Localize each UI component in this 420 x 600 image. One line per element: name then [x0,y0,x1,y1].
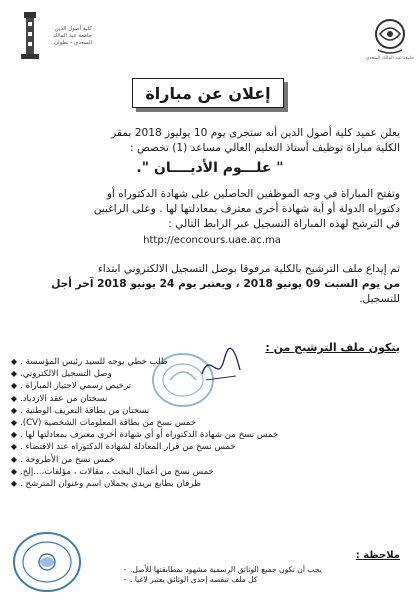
university-name-logo-text: جامعة عبد المالك السعدي [365,56,415,61]
handwritten-signature-icon [196,340,246,390]
eligibility-line-3: في الترشح لهذه المباراة التسجيل عبر الرابط التالي : [168,218,400,230]
deposit-paragraph [20,262,400,307]
university-logo-icon [372,16,408,56]
requirement-item-text: خمس نسخ من قرار المعادلة لشهادة الدكتوراه عند الاقتضاء . [20,442,236,453]
notes-list [120,565,404,585]
bullet-icon: ◆ [10,369,18,379]
requirement-item [8,466,388,478]
requirements-title: يتكون ملف الترشيح من : [265,341,400,354]
note-item [120,575,404,585]
intro-line-1: يعلن عميد كلية أصول الدين أنه ستجرى يوم 10 يوليوز 2018 بمقر [111,127,400,139]
requirement-item-text: خمس نسخ من شهادة الدكتوراه أو أي شهادة أخرى معترف بمعادلتها لها . [20,430,279,441]
requirement-item-text: خمس نسخ من بطاقة المعلومات الشخصية (CV). [20,418,197,429]
registration-link[interactable]: http://econcours.uae.ac.ma [143,235,281,246]
bullet-icon: - [123,565,127,574]
requirement-item [8,429,388,441]
eligibility-paragraph [20,187,400,232]
requirement-item [8,441,388,453]
faculty-name: كلية أصول الدين [54,26,92,32]
eligibility-line-2: دكتوراه الدولة أو أية شهادة أخرى معترف بمعادلتها لها . وعلى الراغبين [93,203,400,215]
bullet-icon: ◆ [10,405,18,415]
bullet-icon: ◆ [10,381,18,391]
intro-paragraph [20,126,400,156]
bullet-icon: ◆ [10,442,18,452]
notes-title: ملاحظة : [355,550,400,561]
requirement-item-text: ترخيص رسمي لاجتياز المباراة . [20,381,132,392]
faculty-stamp-icon [10,530,84,594]
bullet-icon: ◆ [10,393,18,403]
bullet-icon: ◆ [10,357,18,366]
note-item [120,565,404,575]
note-item-text: كل ملف تنقصه إحدى الوثائق يعتبر لاغيا . [130,575,258,584]
deposit-line-3: للتسجيل. [359,293,400,305]
bullet-icon: ◆ [10,430,18,440]
requirement-item-text: نسختان من عقد الازدياد. [20,393,108,404]
requirement-item [8,478,388,490]
requirement-item-text: نسختان من بطاقة التعريف الوطنية . [20,405,150,416]
requirement-item [8,417,388,429]
faculty-tower-logo-icon [18,10,42,60]
bullet-icon: ◆ [10,479,18,489]
deposit-line-2: من يوم السبت 09 يونيو 2018 ، ويعتبر يوم 24 يونيو 2018 آخر أجل [51,278,400,290]
faculty-name-logo-text [44,26,92,47]
bullet-icon: - [123,575,127,584]
requirement-item [8,454,388,466]
requirement-item-text: طلب خطي يوجه للسيد رئيس المؤسسة . [20,357,168,367]
intro-line-2: الكلية مباراة توظيف أستاذ التعليم العالي مساعد (1) تخصص : [130,142,400,154]
announcement-title: إعلان عن مباراة [132,78,284,108]
deposit-line-1: ثم إيداع ملف الترشيح بالكلية مرفوقا بوصل التسجيل الالكتروني ابتداء [97,263,400,275]
eligibility-line-1: وتفتح المباراة في وجه الموظفين الحاصلين على شهادة الدكتوراه أو [106,188,400,200]
bullet-icon: ◆ [10,466,18,476]
bullet-icon: ◆ [10,418,18,428]
specialty-title: " علـــوم الأديــــان ". [136,160,284,176]
university-name-sub: جامعة عبد المالك السعدي - تطوان [52,33,92,46]
requirement-item-text: وصل التسجيل الالكتروني. [20,369,112,380]
note-item-text: يجب أن تكون جميع الوثائق الرسمية مشهود بمطابقتها للأصل. [130,565,322,574]
bullet-icon: ◆ [10,454,18,464]
requirement-item-text: خمس نسخ من أعمال البحث ، مقالات ، مؤلفات،...إلخ. [20,466,214,477]
requirement-item-text: خمس نسخ من الأطروحة . [20,454,115,465]
requirement-item-text: ظرفان بطابع بريدي يحملان اسم وعنوان المترشح . [20,479,201,490]
